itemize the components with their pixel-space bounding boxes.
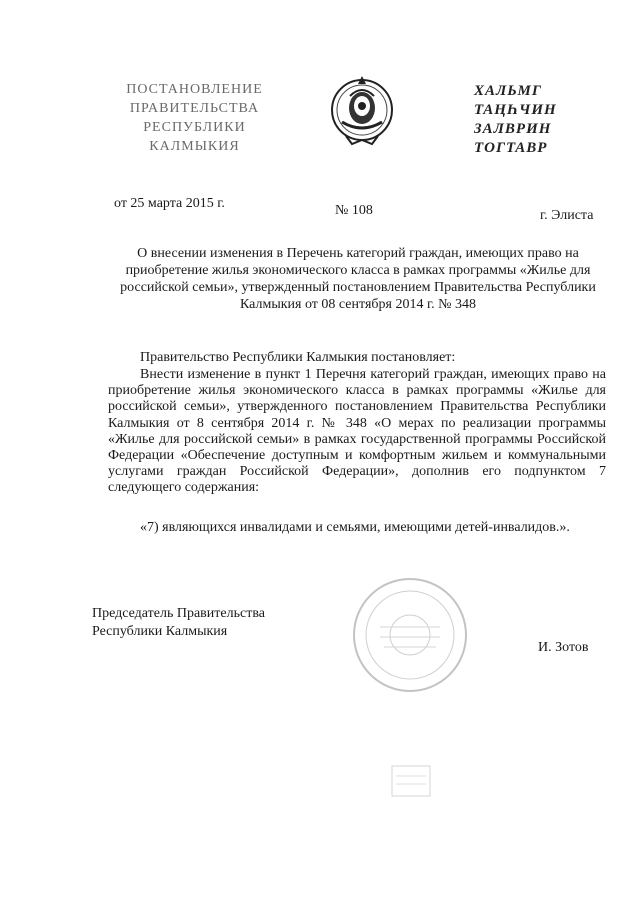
document-date: от 25 марта 2015 г. bbox=[114, 196, 225, 211]
document-title: О внесении изменения в Перечень категорий граждан, имеющих право на приобретение жилья экономического класса в рамках программы «Жилье для российской семьи», утвержденный постановлением Правительства Республики Калмыкия от 08 сентября 2014 г. № 348 bbox=[120, 246, 596, 312]
header-right-line: ТАҢҺЧИН bbox=[474, 102, 557, 118]
header-left-line: ПОСТАНОВЛЕНИЕ bbox=[126, 82, 263, 97]
signatory-position bbox=[92, 605, 265, 641]
resolution-item: «7) являющихся инвалидами и семьями, имеющими детей-инвалидов.». bbox=[140, 520, 570, 535]
header-left-line: РЕСПУБЛИКИ bbox=[143, 120, 246, 135]
coat-of-arms-emblem-icon bbox=[328, 70, 396, 150]
registration-stamp-icon bbox=[390, 760, 432, 802]
signatory-position-line: Республики Калмыкия bbox=[92, 624, 228, 639]
resolution-paragraph: Внести изменение в пункт 1 Перечня категорий граждан, имеющих право на приобретение жилья экономического класса в рамках программы «Жилье для российской семьи», утвержденного постановлением Правительства Республики Калмыкия от 8 сентября 2014 г. № 348 «О мерах по реализации программы «Жилье для российской семьи» в рамках государственной программы Российской Федерации «Обеспечение доступным и комфортным жильем и коммунальными услугами граждан Российской Федерации», дополнив его подпунктом 7 следующего содержания: bbox=[108, 367, 606, 496]
header-right-line: ТОГТАВР bbox=[474, 140, 548, 156]
resolution-lead: Правительство Республики Калмыкия постановляет: bbox=[140, 350, 456, 365]
header-left-line: ПРАВИТЕЛЬСТВА bbox=[129, 101, 260, 116]
signatory-position-line: Председатель Правительства bbox=[92, 606, 265, 621]
header-right-line: ЗАЛВРИН bbox=[474, 121, 552, 137]
signatory-name: И. Зотов bbox=[538, 640, 589, 655]
official-seal-stamp-icon bbox=[350, 575, 470, 695]
document-number: № 108 bbox=[335, 203, 373, 218]
header-left-block bbox=[112, 80, 277, 156]
document-city: г. Элиста bbox=[540, 208, 594, 223]
header-right-line: ХАЛЬМГ bbox=[474, 83, 542, 99]
header-left-line: КАЛМЫКИЯ bbox=[149, 139, 240, 154]
header-right-block bbox=[474, 82, 574, 158]
